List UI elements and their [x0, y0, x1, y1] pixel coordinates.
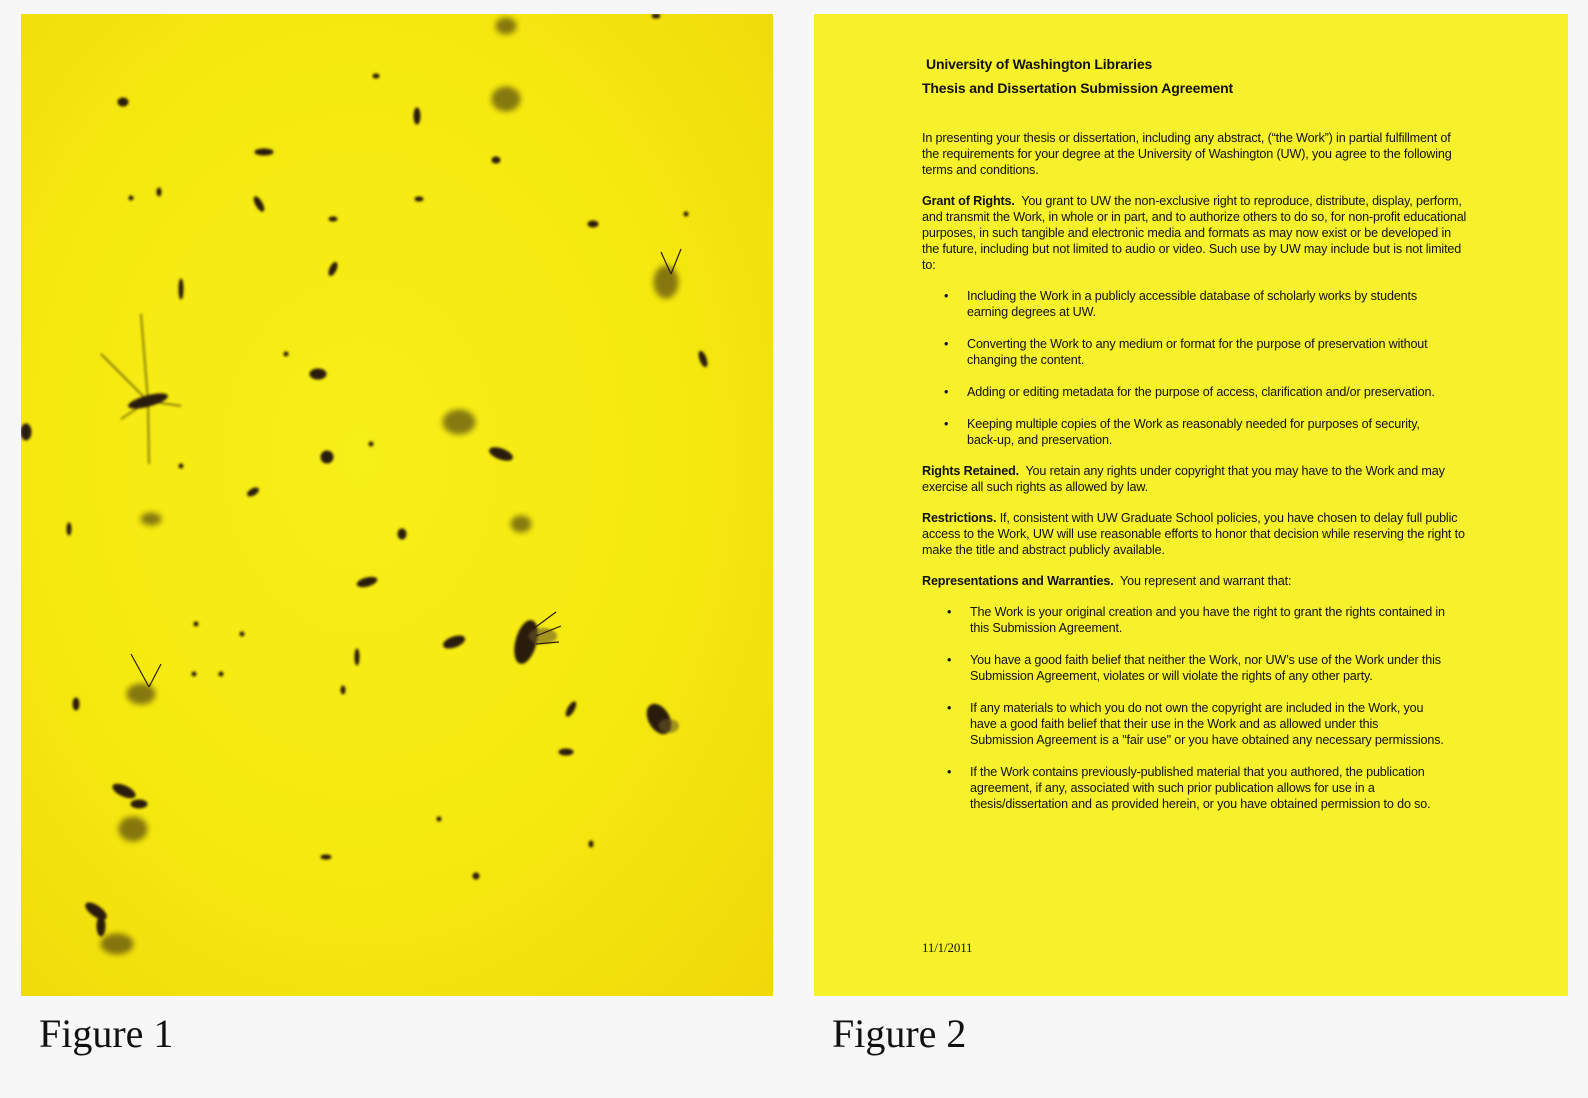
retained-text: You retain any rights under copyright that you may have to the Work and may exercise all such rights as allowed by law. [922, 464, 1445, 494]
figure-1-caption: Figure 1 [39, 1011, 174, 1056]
list-item: • Adding or editing metadata for the purpose of access, clarification and/or preservation. [922, 384, 1442, 400]
document-date: 11/1/2011 [922, 940, 973, 955]
restrictions-heading: Restrictions. [922, 511, 997, 525]
list-item: • If the Work contains previously-published material that you authored, the publication agreement, if any, associated with such prior publication allows for use in a thesis/dissertation and as provided herein, or you have obtained permission to do so. [922, 764, 1445, 812]
document-subtitle: Thesis and Dissertation Submission Agreement [922, 80, 1234, 96]
document-title: University of Washington Libraries [926, 56, 1153, 72]
insects-illustration [21, 14, 773, 996]
fly-icon [642, 700, 679, 738]
grant-text: You grant to UW the non-exclusive right to reproduce, distribute, display, perform, and transmit the Work, in whole or in part, and to authorize others to do so, for non-profit educational purposes, in such tangible and electronic media and formats as may now exist or be developed in the future, including but not limited to audio or video. Such use by UW may include but is not limited to: [922, 194, 1467, 272]
retained-heading: Rights Retained. [922, 464, 1019, 478]
list-item: • Keeping multiple copies of the Work as reasonably needed for purposes of security, back-up, and preservation. [922, 416, 1442, 448]
retained-paragraph [922, 463, 1467, 495]
list-item: • If any materials to which you do not own the copyright are included in the Work, you have a good faith belief that their use in the Work and as allowed under this Submission Agreement is a "fair use" or you have obtained any necessary permissions. [922, 700, 1445, 748]
reps-bullet-list [922, 604, 1467, 812]
restrictions-text: If, consistent with UW Graduate School policies, you have chosen to delay full public access to the Work, UW will use reasonable efforts to honor that decision while reserving the right to make the title and abstract publicly available. [922, 511, 1465, 557]
fly-icon [511, 618, 557, 666]
reps-paragraph [922, 573, 1467, 589]
figure-2-caption: Figure 2 [832, 1011, 967, 1056]
figure-2-document [814, 14, 1568, 996]
list-item: • Converting the Work to any medium or format for the purpose of preservation without changing the content. [922, 336, 1442, 368]
list-item: • Including the Work in a publicly accessible database of scholarly works by students earning degrees at UW. [922, 288, 1442, 320]
list-item: • You have a good faith belief that neither the Work, nor UW’s use of the Work under this Submission Agreement, violates or will violate the rights of any other party. [922, 652, 1445, 684]
reps-heading: Representations and Warranties. [922, 574, 1114, 588]
small-insects-icon [21, 14, 709, 936]
grant-heading: Grant of Rights. [922, 194, 1015, 208]
blurred-insect-icon [101, 18, 678, 954]
list-item: • The Work is your original creation and you have the right to grant the rights contained in this Submission Agreement. [922, 604, 1445, 636]
restrictions-paragraph [922, 510, 1467, 558]
fly-legs-icon [131, 249, 681, 687]
intro-paragraph: In presenting your thesis or dissertation, including any abstract, (“the Work”) in partial fulfillment of the requirements for your degree at the University of Washington (UW), you agree to the following terms and conditions. [922, 131, 1452, 177]
agreement-document [922, 56, 1467, 955]
grant-paragraph [922, 193, 1467, 273]
figure-1-image [21, 14, 773, 996]
grant-bullet-list [922, 288, 1467, 448]
mosquito-icon [101, 314, 181, 464]
reps-text: You represent and warrant that: [1120, 574, 1292, 588]
